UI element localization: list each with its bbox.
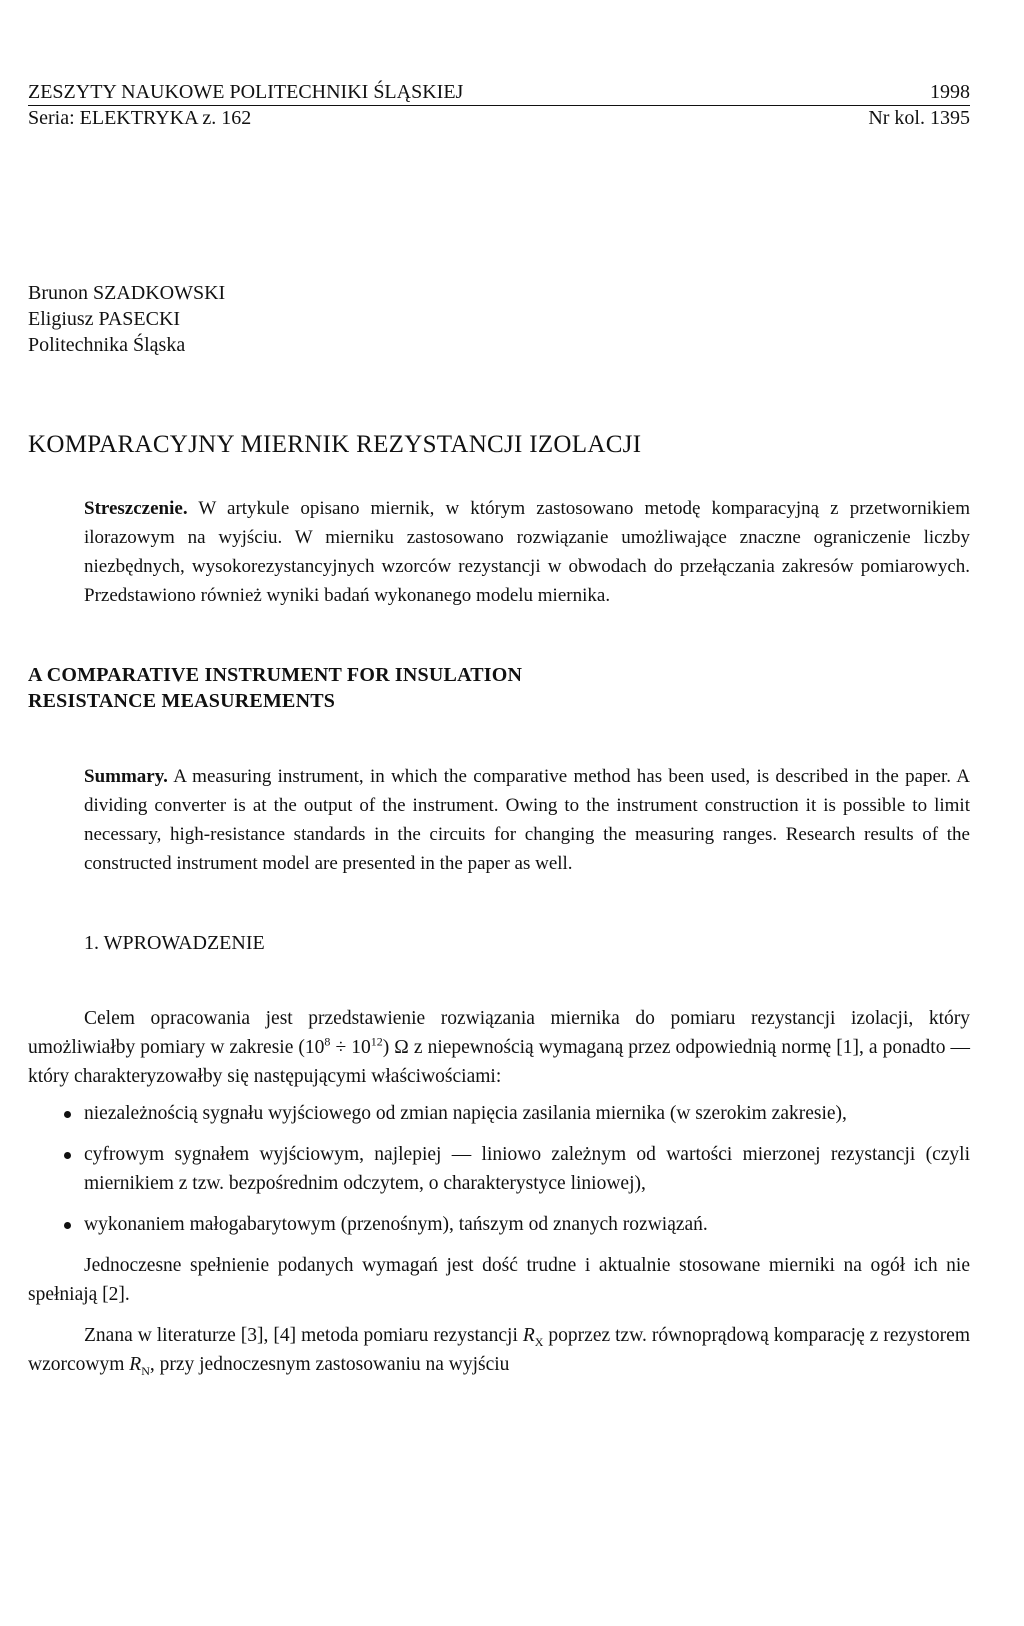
paragraph: [28, 1004, 970, 1091]
text-run: ÷ 10: [330, 1037, 371, 1058]
journal-year: 1998: [930, 81, 970, 103]
paper-title-english: [28, 662, 970, 714]
abstract-text: W artykule opisano miernik, w którym zastosowano metodę komparacyjną z przetwornikiem ilorazowym na wyjściu. W mierniku zastosowano rozwiązanie umożliwające znaczne ograniczenie liczby niezbędnych, wysokorezystancyjnych wzorców rezystancji w obwodach do przełączania zakresów pomiarowych. Przedstawiono również wyniki badań wykonanego modelu miernika.: [84, 498, 970, 606]
section-body: [28, 1004, 970, 1379]
author-block: [28, 280, 970, 358]
journal-number: Nr kol. 1395: [868, 107, 970, 129]
text-run: , przy jednoczesnym zastosowaniu na wyjściu: [149, 1354, 510, 1375]
paragraph: [28, 1321, 970, 1379]
journal-header: [28, 80, 970, 104]
list-item-text: niezależnością sygnału wyjściowego od zmian napięcia zasilania miernika (w szerokim zakresie),: [84, 1103, 847, 1124]
exponent: 8: [324, 1034, 331, 1049]
list-item: [28, 1140, 970, 1198]
summary-text: A measuring instrument, in which the comparative method has been used, is described in the paper. A dividing converter is at the output of the instrument. Owing to the instrument construction it is possible to limit necessary, high-resistance standards in the circuits for changing the measuring ranges. Research results of the constructed instrument model are presented in the paper as well.: [84, 766, 970, 874]
variable: R: [129, 1354, 142, 1375]
bullet-icon: [64, 1222, 71, 1229]
title-en-line: A COMPARATIVE INSTRUMENT FOR INSULATION: [28, 664, 523, 686]
journal-name: ZESZYTY NAUKOWE POLITECHNIKI ŚLĄSKIEJ: [28, 81, 464, 103]
author-name: Eligiusz PASECKI: [28, 308, 181, 330]
variable: R: [522, 1325, 535, 1346]
summary-lead: Summary.: [84, 766, 168, 787]
author-name: Brunon SZADKOWSKI: [28, 282, 226, 304]
abstract-lead: Streszczenie.: [84, 498, 188, 519]
paragraph: Jednoczesne spełnienie podanych wymagań jest dość trudne i aktualnie stosowane mierniki na ogół ich nie spełniają [2].: [28, 1255, 970, 1305]
bullet-icon: [64, 1152, 71, 1159]
list-item-text: wykonaniem małogabarytowym (przenośnym), tańszym od znanych rozwiązań.: [84, 1214, 708, 1235]
section-heading: 1. WPROWADZENIE: [84, 932, 265, 954]
text-run: ) Ω z niepewnością wymaganą przez odpowiednią normę [1], a ponadto — który charakteryzowałby się następującymi właściwościami:: [28, 1037, 971, 1087]
list-item: [28, 1210, 970, 1239]
abstract-polish: [84, 494, 970, 610]
text-run: poprzez tzw. równoprądową komparację z rezystorem wzorcowym: [28, 1325, 970, 1375]
title-en-line: RESISTANCE MEASUREMENTS: [28, 690, 336, 712]
text-run: Znana w literaturze [3], [4] metoda pomiaru rezystancji: [84, 1325, 523, 1346]
exponent: 12: [370, 1034, 383, 1049]
journal-series: Seria: ELEKTRYKA z. 162: [28, 107, 252, 129]
journal-series-row: [28, 106, 970, 130]
document-page: [28, 0, 970, 1379]
author-affiliation: Politechnika Śląska: [28, 334, 186, 356]
subscript: N: [141, 1363, 150, 1378]
paper-title-polish: KOMPARACYJNY MIERNIK REZYSTANCJI IZOLACJI: [28, 431, 642, 458]
list-item: [28, 1099, 970, 1128]
summary-english: [84, 762, 970, 878]
bullet-icon: [64, 1111, 71, 1118]
text-run: Celem opracowania jest przedstawienie rozwiązania miernika do pomiaru rezystancji izolacji, który umożliwiałby pomiary w zakresie (10: [28, 1008, 970, 1058]
property-list: [28, 1099, 970, 1239]
list-item-text: cyfrowym sygnałem wyjściowym, najlepiej — liniowo zależnym od wartości mierzonej rezystancji (czyli miernikiem z tzw. bezpośrednim odczytem, o charakterystyce liniowej),: [84, 1144, 970, 1194]
subscript: X: [534, 1334, 544, 1349]
